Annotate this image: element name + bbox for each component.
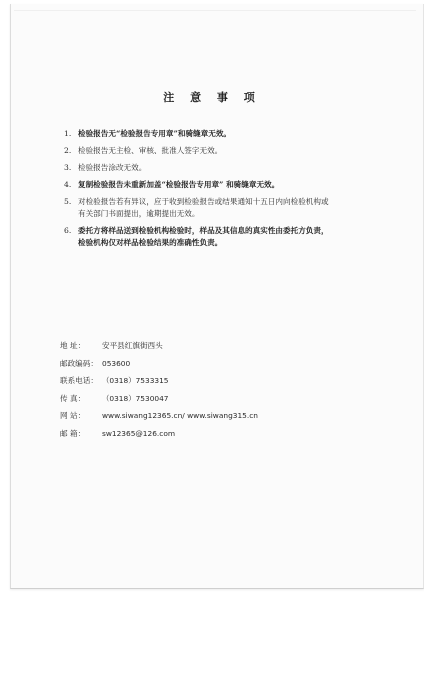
website-value[interactable]: www.siwang12365.cn/ www.siwang315.cn xyxy=(102,411,258,421)
note-item-2 xyxy=(64,145,364,157)
phone-label: 联系电话： xyxy=(60,376,98,386)
contact-info xyxy=(60,340,360,446)
note-number: 4. xyxy=(64,180,72,189)
postcode-label: 邮政编码： xyxy=(60,358,98,368)
note-text: 检验报告无主检、审核、批准人签字无效。 xyxy=(78,146,223,155)
fax-value: （0318）7530047 xyxy=(102,393,169,403)
fax-label: 传 真： xyxy=(60,393,86,403)
note-item-6 xyxy=(64,225,364,249)
note-text-line-2: 有关部门书面提出，逾期提出无效。 xyxy=(78,209,200,218)
note-number: 2. xyxy=(64,146,72,155)
website-row xyxy=(60,410,360,422)
note-text-line-1: 委托方将样品送到检验机构检验时，样品及其信息的真实性由委托方负责， xyxy=(78,226,329,235)
note-text: 检验报告无“检验报告专用章”和骑缝章无效。 xyxy=(78,129,232,138)
scan-edge xyxy=(14,10,416,11)
note-number: 3. xyxy=(64,163,72,172)
note-number: 5. xyxy=(64,197,72,206)
note-text: 检验报告涂改无效。 xyxy=(78,163,147,172)
note-item-5 xyxy=(64,196,364,220)
note-text: 复制检验报告未重新加盖“检验报告专用章” 和骑缝章无效。 xyxy=(78,180,280,189)
note-text-line-1: 对检验报告若有异议，应于收到检验报告或结果通知十五日内向检验机构或 xyxy=(78,197,329,206)
email-row xyxy=(60,428,360,440)
note-number: 6. xyxy=(64,226,72,235)
phone-value: （0318）7533315 xyxy=(102,376,169,386)
fax-row xyxy=(60,393,360,405)
address-value: 安平县红旗街西头 xyxy=(102,341,163,350)
email-value[interactable]: sw12365@126.com xyxy=(102,428,176,438)
postcode-row xyxy=(60,358,360,370)
email-label: 邮 箱： xyxy=(60,428,86,438)
note-number: 1. xyxy=(64,129,72,138)
address-row xyxy=(60,340,360,352)
note-item-4 xyxy=(64,179,364,191)
page-title: 注 意 事 项 xyxy=(163,91,261,104)
notes-list xyxy=(64,128,364,254)
note-text-line-2: 检验机构仅对样品检验结果的准确性负责。 xyxy=(78,238,223,247)
note-item-3 xyxy=(64,162,364,174)
phone-row xyxy=(60,375,360,387)
website-label: 网 站： xyxy=(60,411,86,421)
postcode-value: 053600 xyxy=(102,358,131,368)
note-item-1 xyxy=(64,128,364,140)
address-label: 地 址： xyxy=(60,341,86,350)
